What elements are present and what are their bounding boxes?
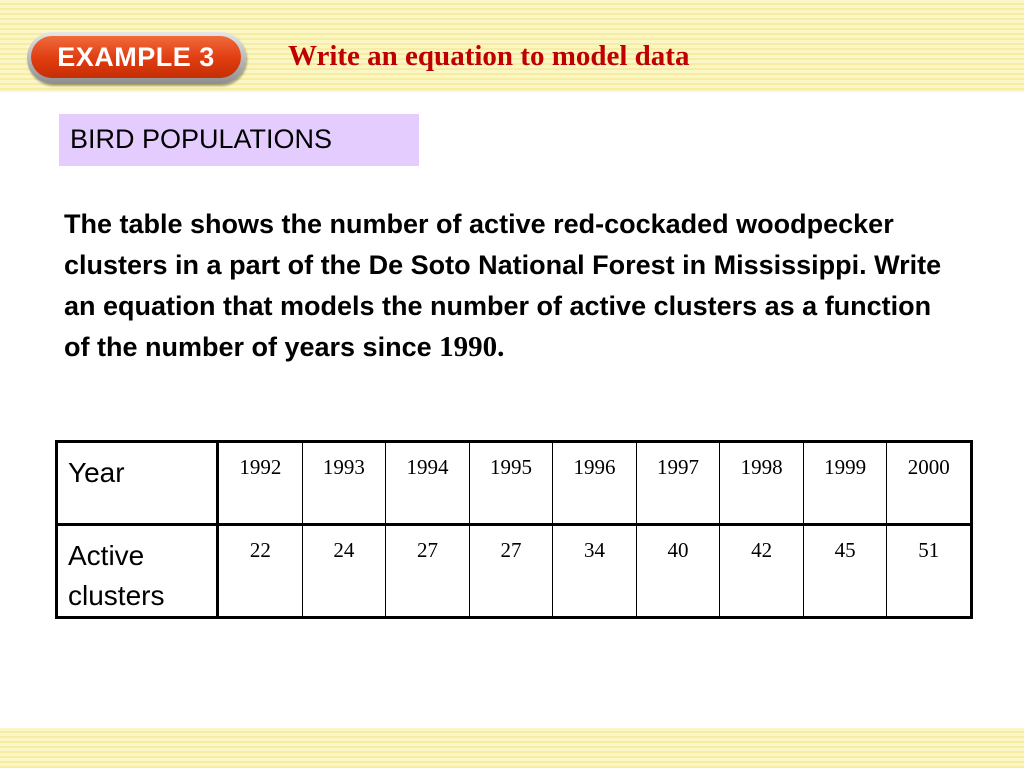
row-header-year: Year (57, 442, 218, 525)
problem-statement (64, 204, 964, 368)
year-cell: 1995 (469, 442, 553, 525)
year-cell: 1998 (720, 442, 804, 525)
slide-title: Write an equation to model data (288, 40, 690, 72)
section-label (59, 114, 419, 166)
row-header-clusters: Active clusters (57, 525, 218, 618)
problem-text: The table shows the number of active red-cockaded woodpecker clusters in a part of the De Soto National Forest in Mississippi. Write an equation that models the number of active clusters as a function of the number of years since (64, 209, 942, 362)
example-badge-label: EXAMPLE 3 (31, 36, 241, 78)
cluster-cell: 51 (887, 525, 972, 618)
year-cell: 1994 (386, 442, 470, 525)
cluster-cell: 34 (553, 525, 637, 618)
example-badge (27, 32, 246, 84)
cluster-cell: 24 (302, 525, 386, 618)
cluster-cell: 40 (636, 525, 720, 618)
year-cell: 1997 (636, 442, 720, 525)
cluster-cell: 22 (218, 525, 303, 618)
year-cell: 1993 (302, 442, 386, 525)
section-label-text: BIRD POPULATIONS (70, 124, 333, 154)
cluster-cell: 27 (469, 525, 553, 618)
cluster-cell: 27 (386, 525, 470, 618)
data-table (55, 440, 973, 619)
problem-base-year: 1990. (439, 331, 505, 363)
year-cell: 1992 (218, 442, 303, 525)
year-cell: 2000 (887, 442, 972, 525)
year-cell: 1999 (803, 442, 887, 525)
cluster-cell: 45 (803, 525, 887, 618)
table-row-year (57, 442, 972, 525)
table-row-clusters (57, 525, 972, 618)
year-cell: 1996 (553, 442, 637, 525)
cluster-cell: 42 (720, 525, 804, 618)
footer-band (0, 728, 1024, 768)
